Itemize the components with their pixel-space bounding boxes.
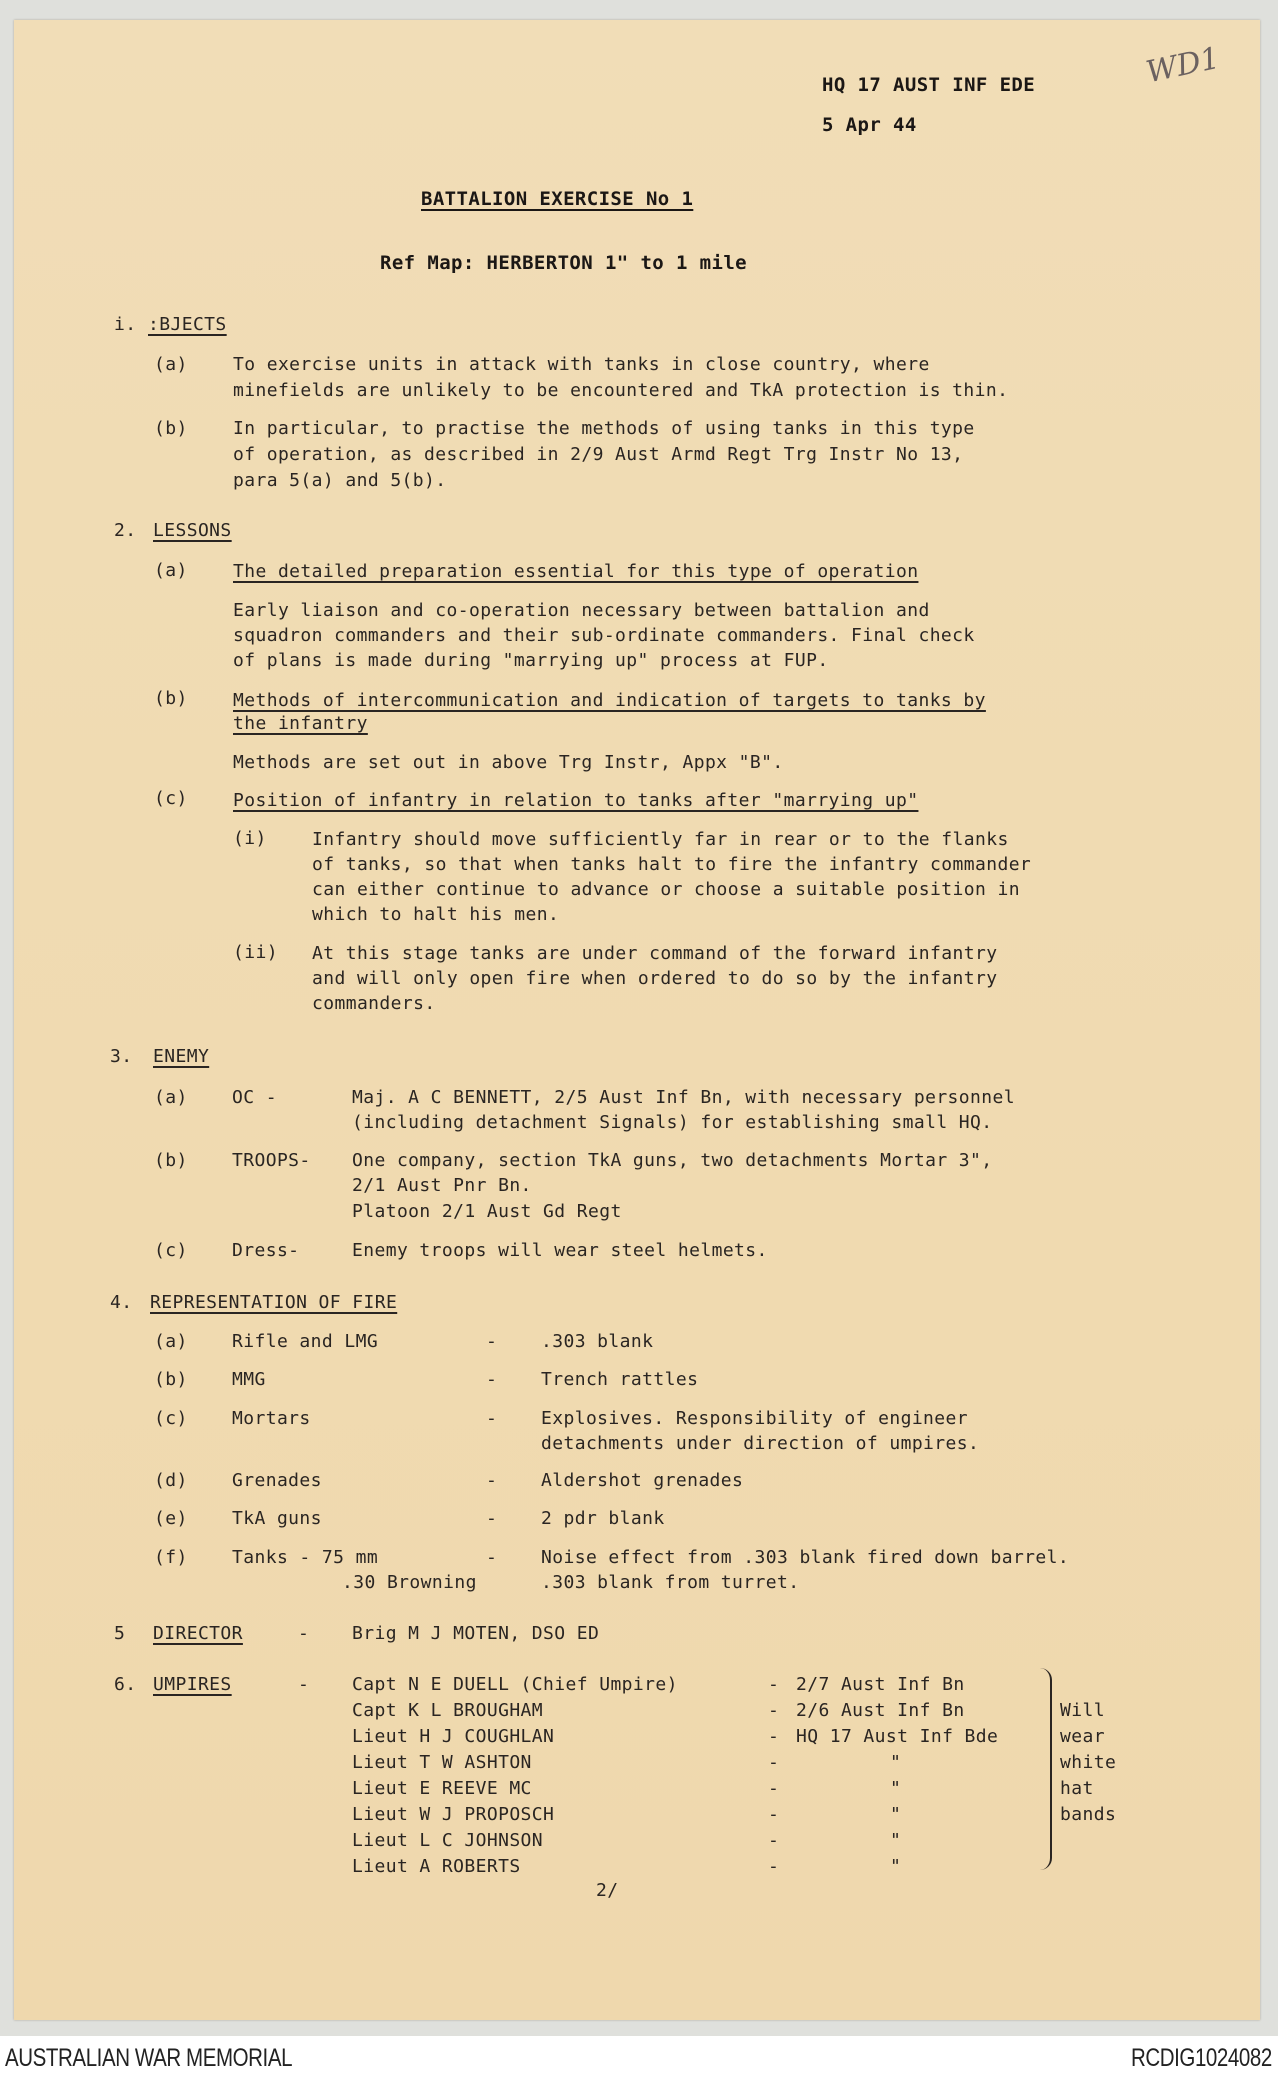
item-label: (a) [154, 1087, 188, 1108]
lessons-a-line: squadron commanders and their sub-ordinate commanders. Final check [233, 625, 975, 646]
umpire-unit: " [890, 1778, 902, 1799]
umpire-unit: HQ 17 Aust Inf Bde [796, 1726, 999, 1747]
objects-b-line: para 5(a) and 5(b). [233, 470, 447, 491]
umpire-name: Lieut E REEVE MC [352, 1778, 532, 1799]
item-label: (b) [154, 418, 188, 439]
section-heading-objects: :BJECTS [148, 314, 227, 335]
umpire-unit: " [890, 1752, 902, 1773]
page-continuation-marker: 2/ [596, 1880, 619, 1901]
umpires-note: white [1060, 1752, 1117, 1773]
umpire-name: Capt K L BROUGHAM [352, 1700, 544, 1721]
document-date: 5 Apr 44 [822, 114, 917, 136]
fire-dash: - [486, 1408, 498, 1429]
director-name: Brig M J MOTEN, DSO ED [352, 1623, 600, 1644]
umpire-name: Lieut A ROBERTS [352, 1856, 521, 1877]
umpire-unit: " [890, 1856, 902, 1877]
umpire-dash: - [768, 1778, 780, 1799]
lessons-cii-line: and will only open fire when ordered to do so by the infantry [312, 968, 998, 989]
umpires-note: bands [1060, 1804, 1117, 1825]
item-label: (e) [154, 1508, 188, 1529]
item-label: (a) [154, 560, 188, 581]
item-label: (c) [154, 788, 188, 809]
enemy-a-line: (including detachment Signals) for establishing small HQ. [352, 1112, 993, 1133]
umpire-dash: - [768, 1856, 780, 1877]
lessons-ci-line: can either continue to advance or choose a suitable position in [312, 879, 1020, 900]
section-heading-representation-of-fire: REPRESENTATION OF FIRE [150, 1292, 398, 1313]
umpire-name: Lieut W J PROPOSCH [352, 1804, 555, 1825]
umpires-brace [1040, 1668, 1052, 1870]
fire-effect: Aldershot grenades [541, 1470, 744, 1491]
reference-map: Ref Map: HERBERTON 1" to 1 mile [380, 252, 748, 274]
fire-effect: .303 blank [541, 1331, 654, 1352]
handwritten-annotation: WD1 [1143, 40, 1223, 91]
lessons-ci-line: which to halt his men. [312, 904, 560, 925]
umpire-name: Capt N E DUELL (Chief Umpire) [352, 1674, 678, 1695]
objects-a-line: minefields are unlikely to be encountered and TkA protection is thin. [233, 380, 1009, 401]
objects-a-line: To exercise units in attack with tanks in close country, where [233, 354, 930, 375]
umpire-dash: - [768, 1804, 780, 1825]
item-label: (c) [154, 1240, 188, 1261]
fire-dash: - [486, 1470, 498, 1491]
section-heading-lessons: LESSONS [153, 520, 232, 541]
item-label: (i) [233, 828, 267, 849]
umpire-name: Lieut T W ASHTON [352, 1752, 532, 1773]
umpire-unit: " [890, 1804, 902, 1825]
section-number: 5 [114, 1623, 126, 1644]
fire-dash: - [486, 1547, 498, 1568]
enemy-b-line: Platoon 2/1 Aust Gd Regt [352, 1201, 622, 1222]
unit-heading: HQ 17 AUST INF EDE [822, 74, 1036, 96]
section-number: i. [114, 314, 137, 335]
lessons-ci-line: Infantry should move sufficiently far in rear or to the flanks [312, 829, 1009, 850]
umpires-dash: - [298, 1674, 310, 1695]
lessons-b-title: Methods of intercommunication and indication of targets to tanks by [233, 690, 986, 711]
section-heading-enemy: ENEMY [153, 1046, 210, 1067]
document-title: BATTALION EXERCISE No 1 [421, 188, 694, 210]
item-label: (b) [154, 688, 188, 709]
fire-sub-item: .30 Browning [342, 1572, 477, 1593]
section-number: 2. [114, 520, 137, 541]
enemy-b-key: TROOPS- [232, 1150, 311, 1171]
enemy-c-text: Enemy troops will wear steel helmets. [352, 1240, 768, 1261]
item-label: (a) [154, 354, 188, 375]
item-label: (a) [154, 1331, 188, 1352]
umpires-note: hat [1060, 1778, 1094, 1799]
fire-item: Tanks - 75 mm [232, 1547, 379, 1568]
lessons-a-title: The detailed preparation essential for this type of operation [233, 561, 919, 582]
lessons-cii-line: At this stage tanks are under command of the forward infantry [312, 943, 998, 964]
umpire-unit: 2/7 Aust Inf Bn [796, 1674, 965, 1695]
section-number: 4. [110, 1292, 133, 1313]
fire-dash: - [486, 1508, 498, 1529]
fire-effect: Noise effect from .303 blank fired down barrel. [541, 1547, 1070, 1568]
fire-effect: Trench rattles [541, 1369, 699, 1390]
archive-name: AUSTRALIAN WAR MEMORIAL [5, 2044, 293, 2072]
archive-reference-id: RCDIG1024082 [1131, 2044, 1272, 2072]
fire-item: Mortars [232, 1408, 311, 1429]
objects-b-line: of operation, as described in 2/9 Aust Armd Regt Trg Instr No 13, [233, 444, 964, 465]
item-label: (f) [154, 1547, 188, 1568]
director-dash: - [298, 1623, 310, 1644]
umpires-note: wear [1060, 1726, 1105, 1747]
fire-item: Rifle and LMG [232, 1331, 379, 1352]
section-number: 3. [110, 1046, 133, 1067]
umpire-dash: - [768, 1674, 780, 1695]
fire-item: MMG [232, 1369, 266, 1390]
section-heading-umpires: UMPIRES [153, 1674, 232, 1695]
umpire-dash: - [768, 1830, 780, 1851]
item-label: (b) [154, 1369, 188, 1390]
objects-b-line: In particular, to practise the methods of using tanks in this type [233, 418, 975, 439]
umpire-unit: " [890, 1830, 902, 1851]
umpires-note: Will [1060, 1700, 1105, 1721]
umpire-name: Lieut L C JOHNSON [352, 1830, 544, 1851]
fire-effect: Explosives. Responsibility of engineer [541, 1408, 969, 1429]
enemy-b-line: One company, section TkA guns, two detachments Mortar 3", [352, 1150, 993, 1171]
umpire-name: Lieut H J COUGHLAN [352, 1726, 555, 1747]
lessons-b-title: the infantry [233, 713, 368, 734]
lessons-cii-line: commanders. [312, 993, 436, 1014]
enemy-a-key: OC - [232, 1087, 277, 1108]
fire-effect: 2 pdr blank [541, 1508, 665, 1529]
item-label: (d) [154, 1470, 188, 1491]
item-label: (ii) [233, 942, 278, 963]
lessons-c-title: Position of infantry in relation to tanks after "marrying up" [233, 790, 919, 811]
umpire-dash: - [768, 1700, 780, 1721]
lessons-ci-line: of tanks, so that when tanks halt to fire the infantry commander [312, 854, 1032, 875]
enemy-a-line: Maj. A C BENNETT, 2/5 Aust Inf Bn, with necessary personnel [352, 1087, 1015, 1108]
fire-dash: - [486, 1369, 498, 1390]
fire-item: TkA guns [232, 1508, 322, 1529]
lessons-a-line: Early liaison and co-operation necessary between battalion and [233, 600, 930, 621]
fire-sub-effect: .303 blank from turret. [541, 1572, 800, 1593]
lessons-b-text: Methods are set out in above Trg Instr, Appx "B". [233, 752, 784, 773]
lessons-a-line: of plans is made during "marrying up" process at FUP. [233, 650, 829, 671]
fire-effect: detachments under direction of umpires. [541, 1433, 980, 1454]
item-label: (c) [154, 1408, 188, 1429]
section-heading-director: DIRECTOR [153, 1623, 243, 1644]
fire-dash: - [486, 1331, 498, 1352]
fire-item: Grenades [232, 1470, 322, 1491]
item-label: (b) [154, 1150, 188, 1171]
enemy-c-key: Dress- [232, 1240, 300, 1261]
section-number: 6. [114, 1674, 137, 1695]
umpire-dash: - [768, 1726, 780, 1747]
umpire-dash: - [768, 1752, 780, 1773]
umpire-unit: 2/6 Aust Inf Bn [796, 1700, 965, 1721]
enemy-b-line: 2/1 Aust Pnr Bn. [352, 1175, 532, 1196]
